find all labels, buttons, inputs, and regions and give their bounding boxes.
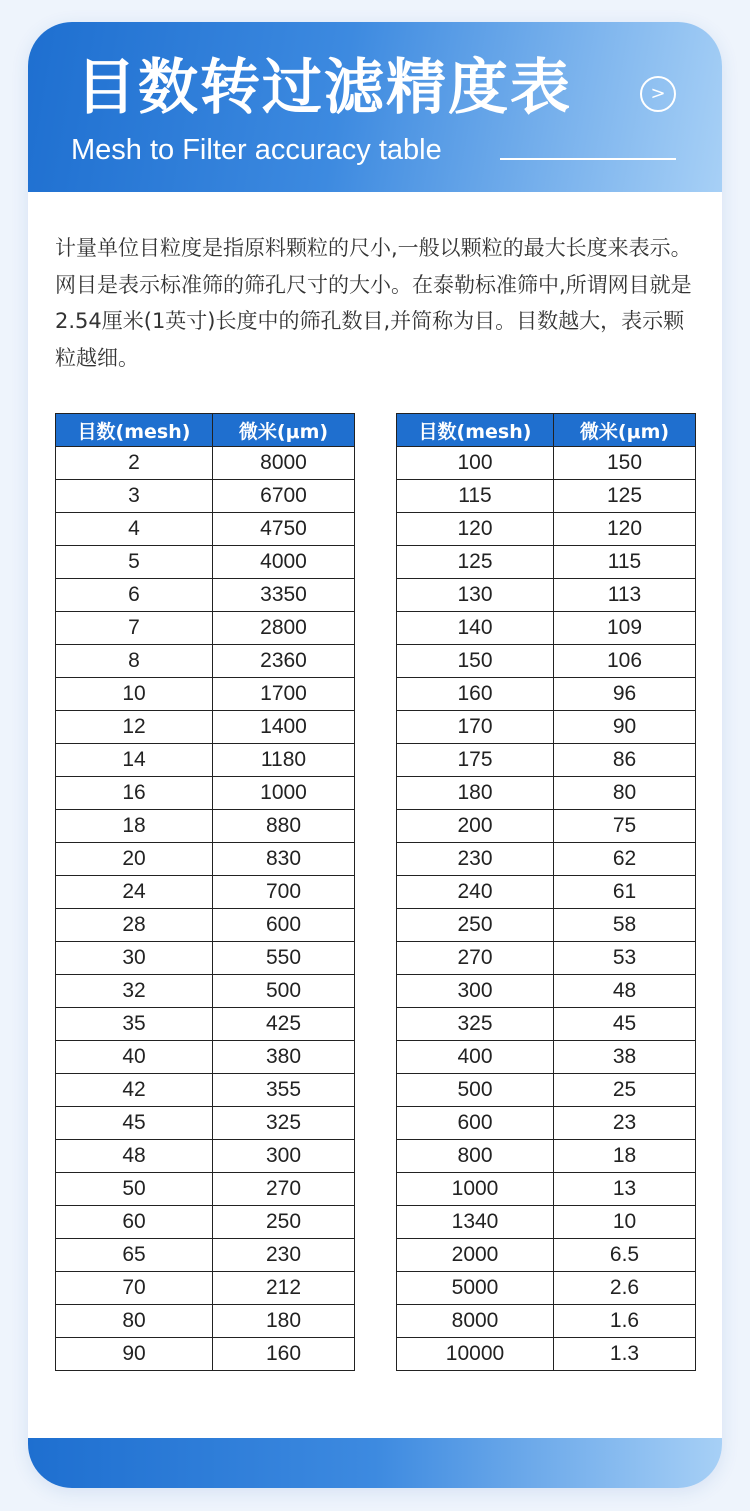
- micron-cell: 230: [213, 1239, 355, 1272]
- micron-cell: 62: [554, 843, 696, 876]
- micron-cell: 90: [554, 711, 696, 744]
- micron-cell: 700: [213, 876, 355, 909]
- page-subtitle: Mesh to Filter accuracy table: [71, 134, 442, 166]
- mesh-cell: 240: [397, 876, 554, 909]
- mesh-cell: 180: [397, 777, 554, 810]
- subtitle-underline: [500, 158, 676, 160]
- table-row: [56, 711, 355, 744]
- micron-cell: 300: [213, 1140, 355, 1173]
- micron-cell: 1.6: [554, 1305, 696, 1338]
- table-row: [56, 1107, 355, 1140]
- micron-cell: 86: [554, 744, 696, 777]
- mesh-cell: 120: [397, 513, 554, 546]
- header-banner: [28, 22, 722, 192]
- micron-cell: 125: [554, 480, 696, 513]
- content-card: [28, 22, 722, 1488]
- micron-cell: 13: [554, 1173, 696, 1206]
- mesh-cell: 230: [397, 843, 554, 876]
- micron-cell: 355: [213, 1074, 355, 1107]
- table-row: [397, 678, 696, 711]
- mesh-cell: 170: [397, 711, 554, 744]
- mesh-cell: 8000: [397, 1305, 554, 1338]
- table-row: [56, 1206, 355, 1239]
- mesh-cell: 3: [56, 480, 213, 513]
- table-row: [397, 810, 696, 843]
- micron-cell: 4750: [213, 513, 355, 546]
- mesh-cell: 100: [397, 447, 554, 480]
- table-row: [56, 975, 355, 1008]
- mesh-cell: 20: [56, 843, 213, 876]
- mesh-cell: 50: [56, 1173, 213, 1206]
- chevron-right-icon[interactable]: >: [640, 76, 676, 112]
- micron-cell: 500: [213, 975, 355, 1008]
- table-row: [397, 513, 696, 546]
- micron-cell: 96: [554, 678, 696, 711]
- micron-cell: 250: [213, 1206, 355, 1239]
- mesh-cell: 2: [56, 447, 213, 480]
- mesh-cell: 2000: [397, 1239, 554, 1272]
- table-row: [397, 1338, 696, 1371]
- micron-cell: 58: [554, 909, 696, 942]
- table-row: [56, 777, 355, 810]
- table-row: [56, 1305, 355, 1338]
- table-row: [56, 1041, 355, 1074]
- micron-cell: 880: [213, 810, 355, 843]
- table-row: [56, 810, 355, 843]
- micron-cell: 150: [554, 447, 696, 480]
- micron-cell: 380: [213, 1041, 355, 1074]
- table-row: [56, 909, 355, 942]
- table-row: [397, 447, 696, 480]
- micron-cell: 1700: [213, 678, 355, 711]
- table-row: [397, 1008, 696, 1041]
- table-row: [56, 579, 355, 612]
- table-row: [397, 975, 696, 1008]
- page-title: 目数转过滤精度表: [76, 53, 572, 123]
- micron-cell: 113: [554, 579, 696, 612]
- mesh-cell: 14: [56, 744, 213, 777]
- mesh-cell: 8: [56, 645, 213, 678]
- mesh-cell: 325: [397, 1008, 554, 1041]
- table-row: [56, 1272, 355, 1305]
- mesh-table-left: [55, 413, 355, 1371]
- table-row: [397, 579, 696, 612]
- mesh-cell: 16: [56, 777, 213, 810]
- table-row: [397, 1041, 696, 1074]
- micron-cell: 48: [554, 975, 696, 1008]
- table-row: [397, 1239, 696, 1272]
- mesh-cell: 1000: [397, 1173, 554, 1206]
- micron-cell: 4000: [213, 546, 355, 579]
- micron-cell: 180: [213, 1305, 355, 1338]
- micron-cell: 109: [554, 612, 696, 645]
- table-row: [397, 1173, 696, 1206]
- mesh-cell: 18: [56, 810, 213, 843]
- micron-cell: 18: [554, 1140, 696, 1173]
- micron-cell: 2800: [213, 612, 355, 645]
- mesh-cell: 130: [397, 579, 554, 612]
- table-row: [56, 843, 355, 876]
- mesh-cell: 35: [56, 1008, 213, 1041]
- micron-cell: 2.6: [554, 1272, 696, 1305]
- table-row: [56, 744, 355, 777]
- micron-cell: 600: [213, 909, 355, 942]
- micron-cell: 830: [213, 843, 355, 876]
- table-row: [56, 876, 355, 909]
- micron-column-header: 微米(μm): [213, 414, 355, 447]
- mesh-cell: 10: [56, 678, 213, 711]
- footer-banner: [28, 1438, 722, 1488]
- table-row: [56, 1008, 355, 1041]
- table-row: [397, 1305, 696, 1338]
- micron-cell: 115: [554, 546, 696, 579]
- micron-cell: 325: [213, 1107, 355, 1140]
- mesh-cell: 12: [56, 711, 213, 744]
- micron-cell: 1400: [213, 711, 355, 744]
- table-row: [397, 876, 696, 909]
- table-row: [56, 645, 355, 678]
- micron-cell: 80: [554, 777, 696, 810]
- table-header-row: [397, 414, 696, 447]
- mesh-cell: 600: [397, 1107, 554, 1140]
- table-row: [56, 612, 355, 645]
- table-row: [397, 645, 696, 678]
- micron-cell: 3350: [213, 579, 355, 612]
- mesh-cell: 10000: [397, 1338, 554, 1371]
- micron-cell: 106: [554, 645, 696, 678]
- table-row: [56, 1338, 355, 1371]
- micron-cell: 23: [554, 1107, 696, 1140]
- mesh-cell: 4: [56, 513, 213, 546]
- mesh-cell: 500: [397, 1074, 554, 1107]
- mesh-cell: 125: [397, 546, 554, 579]
- micron-cell: 550: [213, 942, 355, 975]
- table-row: [56, 546, 355, 579]
- mesh-cell: 28: [56, 909, 213, 942]
- mesh-cell: 6: [56, 579, 213, 612]
- mesh-cell: 7: [56, 612, 213, 645]
- mesh-cell: 90: [56, 1338, 213, 1371]
- mesh-cell: 150: [397, 645, 554, 678]
- table-row: [56, 447, 355, 480]
- mesh-cell: 400: [397, 1041, 554, 1074]
- mesh-cell: 250: [397, 909, 554, 942]
- micron-cell: 45: [554, 1008, 696, 1041]
- mesh-cell: 32: [56, 975, 213, 1008]
- micron-cell: 1180: [213, 744, 355, 777]
- mesh-cell: 160: [397, 678, 554, 711]
- table-row: [56, 1074, 355, 1107]
- micron-cell: 2360: [213, 645, 355, 678]
- micron-column-header: 微米(μm): [554, 414, 696, 447]
- mesh-cell: 30: [56, 942, 213, 975]
- table-header-row: [56, 414, 355, 447]
- mesh-cell: 5: [56, 546, 213, 579]
- mesh-column-header: 目数(mesh): [397, 414, 554, 447]
- table-row: [397, 744, 696, 777]
- micron-cell: 25: [554, 1074, 696, 1107]
- mesh-cell: 48: [56, 1140, 213, 1173]
- mesh-cell: 65: [56, 1239, 213, 1272]
- micron-cell: 120: [554, 513, 696, 546]
- mesh-cell: 140: [397, 612, 554, 645]
- mesh-cell: 60: [56, 1206, 213, 1239]
- table-row: [56, 1140, 355, 1173]
- micron-cell: 1000: [213, 777, 355, 810]
- table-row: [56, 1239, 355, 1272]
- table-row: [397, 777, 696, 810]
- mesh-cell: 5000: [397, 1272, 554, 1305]
- mesh-cell: 300: [397, 975, 554, 1008]
- table-row: [397, 1140, 696, 1173]
- micron-cell: 53: [554, 942, 696, 975]
- table-row: [397, 909, 696, 942]
- table-row: [397, 711, 696, 744]
- micron-cell: 8000: [213, 447, 355, 480]
- table-row: [56, 513, 355, 546]
- table-row: [397, 612, 696, 645]
- mesh-cell: 80: [56, 1305, 213, 1338]
- mesh-table-right: [396, 413, 696, 1371]
- mesh-column-header: 目数(mesh): [56, 414, 213, 447]
- intro-paragraph: 计量单位目粒度是指原料颗粒的尺小,一般以颗粒的最大长度来表示。网目是表示标准筛的筛孔尺寸的大小。在泰勒标准筛中,所谓网目就是2.54厘米(1英寸)长度中的筛孔数目,并简称为目。目数越大，表示颗粒越细。: [55, 236, 692, 370]
- mesh-cell: 24: [56, 876, 213, 909]
- mesh-cell: 800: [397, 1140, 554, 1173]
- micron-cell: 212: [213, 1272, 355, 1305]
- micron-cell: 10: [554, 1206, 696, 1239]
- table-row: [56, 678, 355, 711]
- mesh-cell: 1340: [397, 1206, 554, 1239]
- table-row: [397, 546, 696, 579]
- micron-cell: 425: [213, 1008, 355, 1041]
- table-row: [397, 480, 696, 513]
- table-row: [397, 1107, 696, 1140]
- mesh-cell: 175: [397, 744, 554, 777]
- table-row: [397, 1272, 696, 1305]
- table-row: [397, 1206, 696, 1239]
- table-row: [397, 1074, 696, 1107]
- micron-cell: 1.3: [554, 1338, 696, 1371]
- mesh-cell: 42: [56, 1074, 213, 1107]
- micron-cell: 38: [554, 1041, 696, 1074]
- micron-cell: 61: [554, 876, 696, 909]
- micron-cell: 6.5: [554, 1239, 696, 1272]
- micron-cell: 6700: [213, 480, 355, 513]
- table-row: [397, 843, 696, 876]
- micron-cell: 270: [213, 1173, 355, 1206]
- table-row: [397, 942, 696, 975]
- micron-cell: 75: [554, 810, 696, 843]
- table-row: [56, 942, 355, 975]
- table-row: [56, 1173, 355, 1206]
- mesh-cell: 40: [56, 1041, 213, 1074]
- table-row: [56, 480, 355, 513]
- mesh-cell: 45: [56, 1107, 213, 1140]
- micron-cell: 160: [213, 1338, 355, 1371]
- mesh-cell: 70: [56, 1272, 213, 1305]
- mesh-cell: 200: [397, 810, 554, 843]
- mesh-cell: 270: [397, 942, 554, 975]
- mesh-cell: 115: [397, 480, 554, 513]
